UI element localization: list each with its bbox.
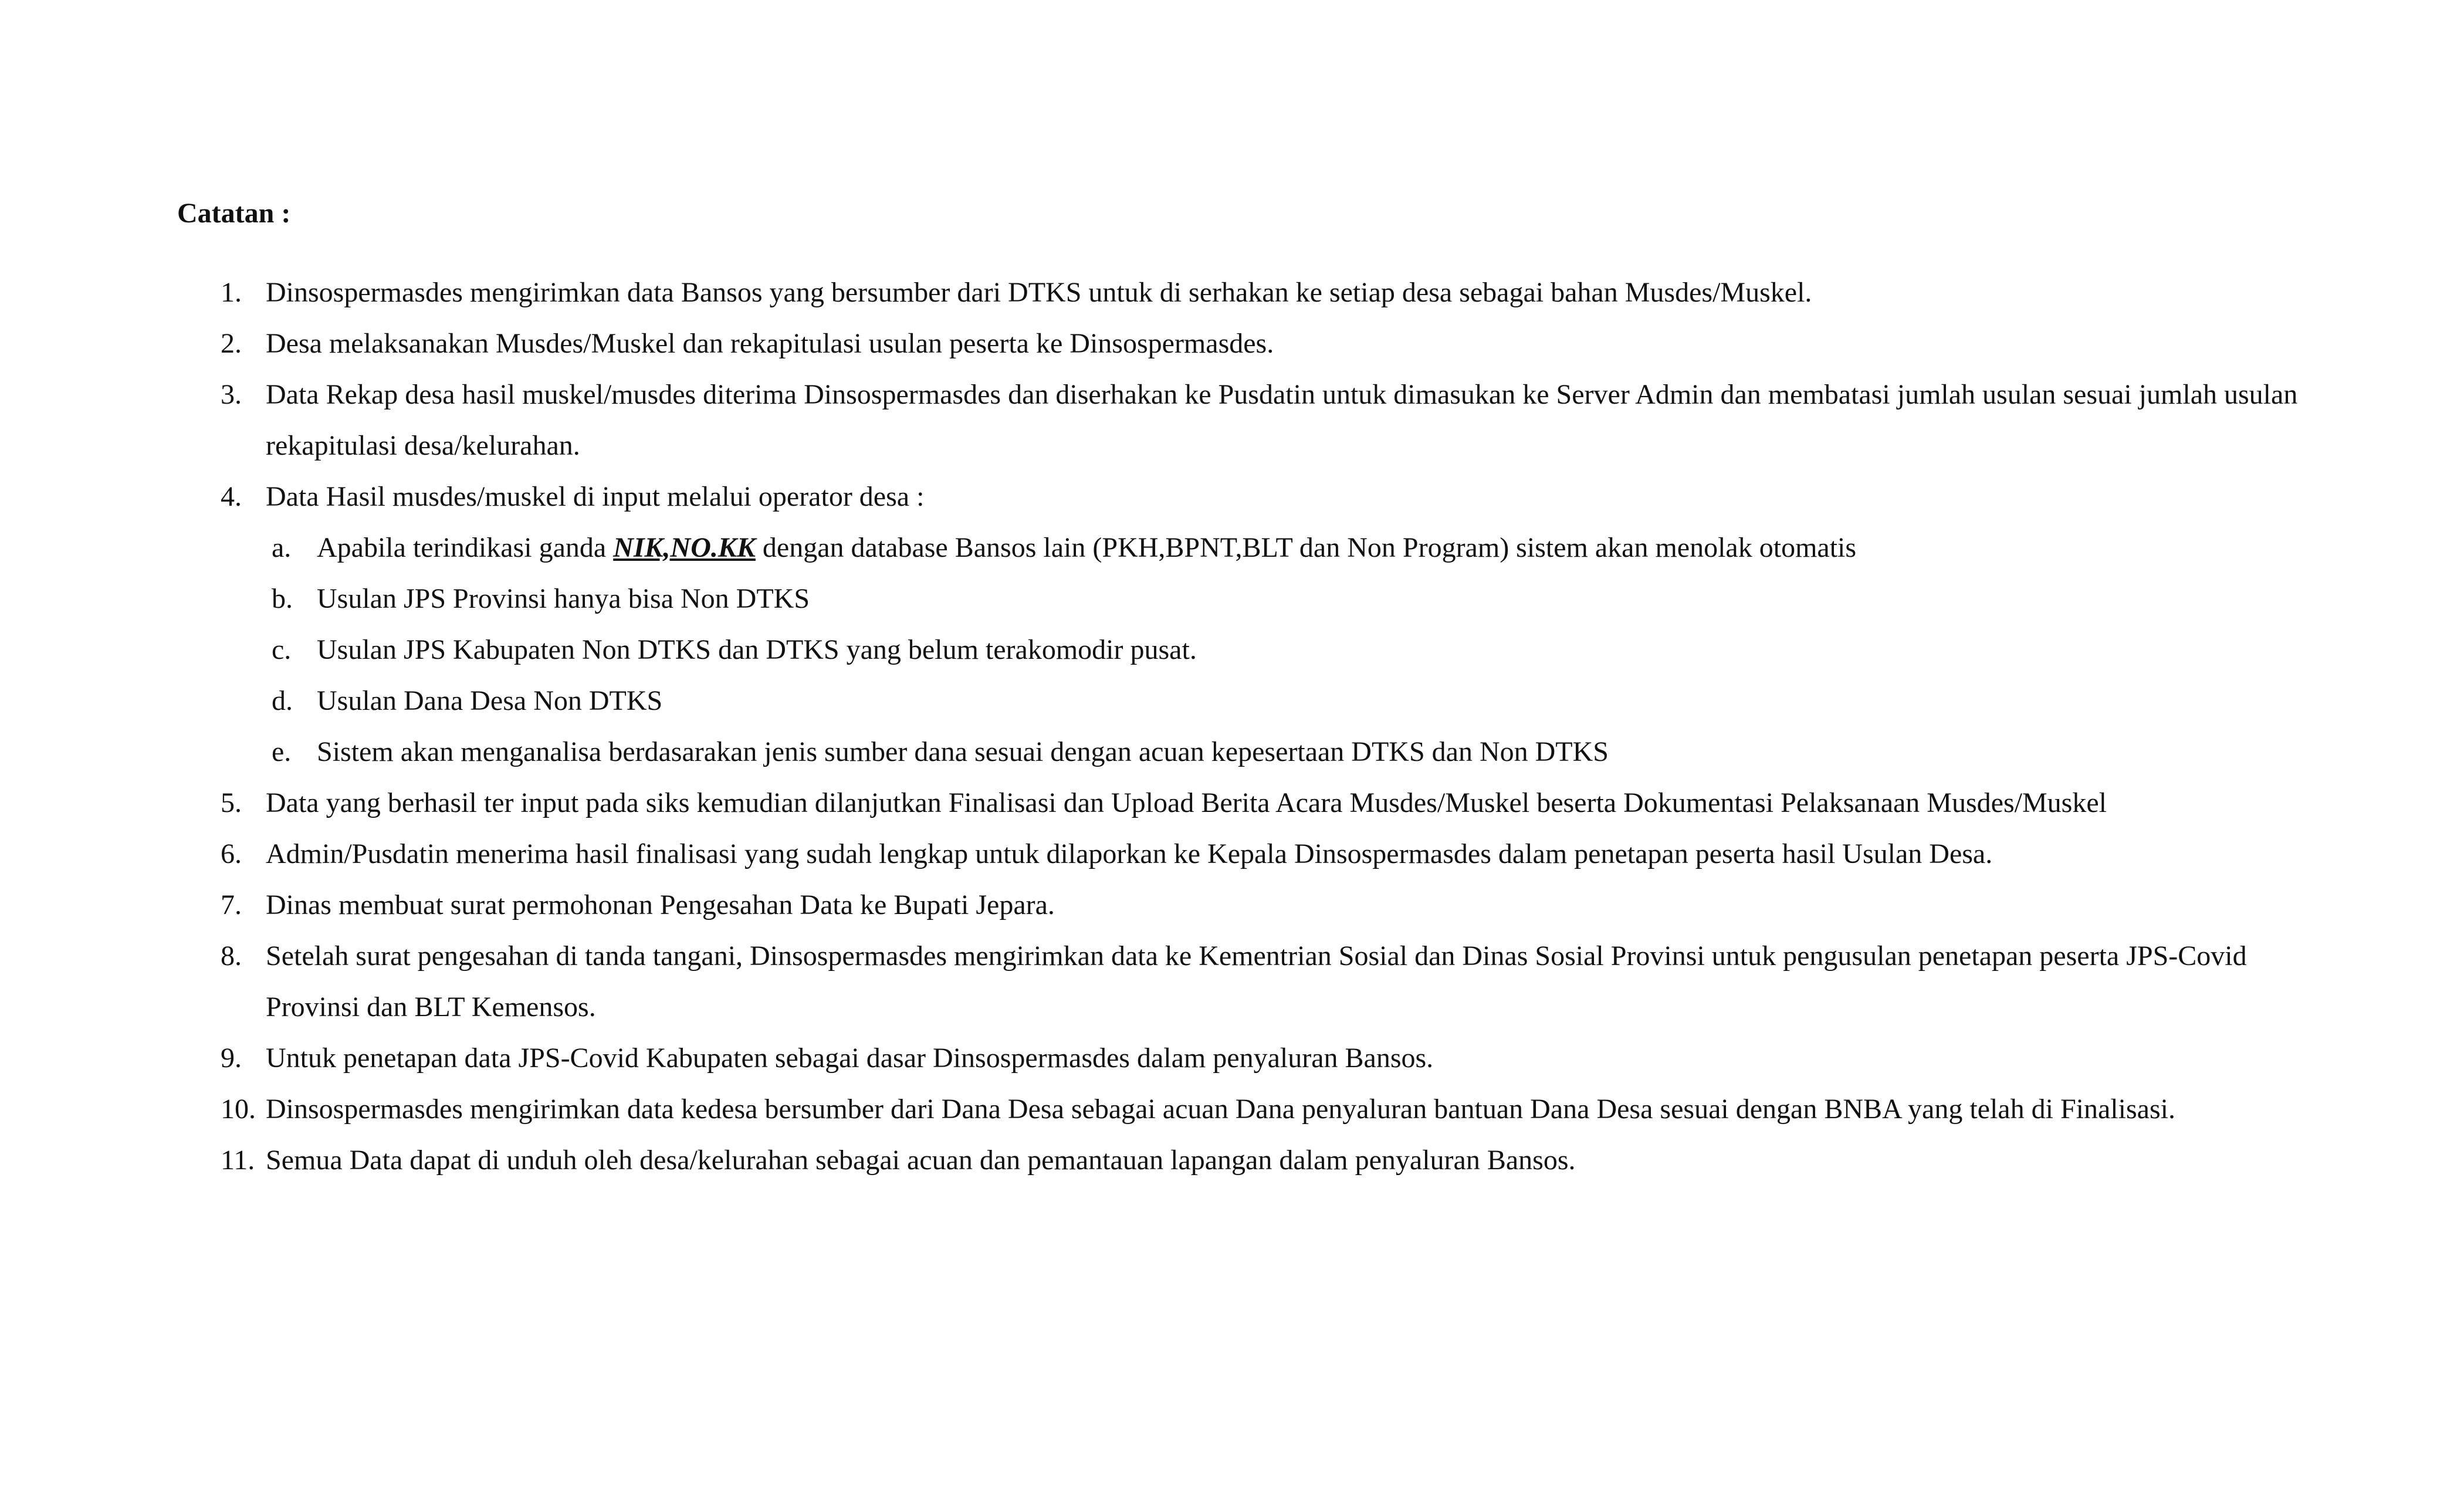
note-number: 5.	[221, 787, 242, 818]
note-item-6	[221, 828, 2309, 879]
sub-item-letter: c.	[272, 634, 292, 665]
sub-item-text: Usulan JPS Kabupaten Non DTKS dan DTKS yang belum terakomodir pusat.	[317, 634, 1197, 665]
note-number: 6.	[221, 838, 242, 869]
note-item-2	[221, 318, 2309, 369]
note-text: Data Hasil musdes/muskel di input melalui operator desa :	[266, 481, 925, 512]
note-text: Dinsospermasdes mengirimkan data Bansos yang bersumber dari DTKS untuk di serhakan ke setiap desa sebagai bahan Musdes/Muskel.	[266, 277, 1812, 308]
sub-item-letter: a.	[272, 532, 292, 563]
sub-item-d	[266, 675, 2309, 726]
note-number: 3.	[221, 379, 242, 410]
note-item-9	[221, 1033, 2309, 1084]
sub-item-letter: d.	[272, 685, 293, 716]
note-text: Untuk penetapan data JPS-Covid Kabupaten sebagai dasar Dinsospermasdes dalam penyaluran Bansos.	[266, 1043, 1434, 1074]
sub-item-b	[266, 573, 2309, 624]
note-item-5	[221, 777, 2309, 828]
note-text: Semua Data dapat di unduh oleh desa/kelurahan sebagai acuan dan pemantauan lapangan dalam penyaluran Bansos.	[266, 1145, 1576, 1176]
note-item-1	[221, 267, 2309, 318]
sub-item-e	[266, 726, 2309, 777]
note-number: 8.	[221, 940, 242, 972]
note-text: Data yang berhasil ter input pada siks kemudian dilanjutkan Finalisasi dan Upload Berita Acara Musdes/Muskel beserta Dokumentasi Pelaksanaan Musdes/Muskel	[266, 787, 2107, 818]
note-item-11	[221, 1135, 2309, 1186]
note-item-7	[221, 879, 2309, 930]
note-text: Dinsospermasdes mengirimkan data kedesa bersumber dari Dana Desa sebagai acuan Dana penyaluran bantuan Dana Desa sesuai dengan BNBA yang telah di Finalisasi.	[266, 1094, 2175, 1125]
sub-item-text: Usulan Dana Desa Non DTKS	[317, 685, 663, 716]
note-number: 4.	[221, 481, 242, 512]
sub-item-text-before: Apabila terindikasi ganda	[317, 532, 614, 563]
notes-list	[221, 267, 2309, 1186]
note-number: 1.	[221, 277, 242, 308]
note-number: 9.	[221, 1043, 242, 1074]
note-item-3	[221, 369, 2309, 471]
sub-item-letter: b.	[272, 583, 293, 614]
sub-item-letter: e.	[272, 736, 292, 767]
note-item-4	[221, 471, 2309, 777]
note-text: Dinas membuat surat permohonan Pengesahan Data ke Bupati Jepara.	[266, 889, 1055, 920]
note-number: 11.	[221, 1145, 255, 1176]
sub-item-a	[266, 522, 2309, 573]
note-number: 2.	[221, 328, 242, 359]
note-sub-list	[266, 522, 2309, 777]
notes-heading: Catatan :	[177, 198, 291, 229]
note-item-8	[221, 930, 2309, 1033]
note-text: Setelah surat pengesahan di tanda tangani, Dinsospermasdes mengirimkan data ke Kementrian Sosial dan Dinas Sosial Provinsi untuk pengusulan penetapan peserta JPS-Covid Provinsi dan BLT Kemensos.	[266, 940, 2247, 1023]
note-item-10	[221, 1084, 2309, 1135]
note-text: Admin/Pusdatin menerima hasil finalisasi yang sudah lengkap untuk dilaporkan ke Kepala Dinsospermasdes dalam penetapan peserta hasil Usulan Desa.	[266, 838, 1993, 869]
note-text: Data Rekap desa hasil muskel/musdes diterima Dinsospermasdes dan diserhakan ke Pusdatin untuk dimasukan ke Server Admin dan membatasi jumlah usulan sesuai jumlah usulan rekapitulasi desa/kelurahan.	[266, 379, 2298, 461]
sub-item-text: Sistem akan menganalisa berdasarakan jenis sumber dana sesuai dengan acuan kepesertaan DTKS dan Non DTKS	[317, 736, 1609, 767]
sub-item-c	[266, 624, 2309, 675]
sub-item-text: Usulan JPS Provinsi hanya bisa Non DTKS	[317, 583, 810, 614]
nik-kk-emphasis: NIK,NO.KK	[613, 532, 756, 563]
note-number: 7.	[221, 889, 242, 920]
note-text: Desa melaksanakan Musdes/Muskel dan rekapitulasi usulan peserta ke Dinsospermasdes.	[266, 328, 1274, 359]
sub-item-text-after: dengan database Bansos lain (PKH,BPNT,BLT dan Non Program) sistem akan menolak otomatis	[755, 532, 1857, 563]
note-number: 10.	[221, 1094, 256, 1125]
